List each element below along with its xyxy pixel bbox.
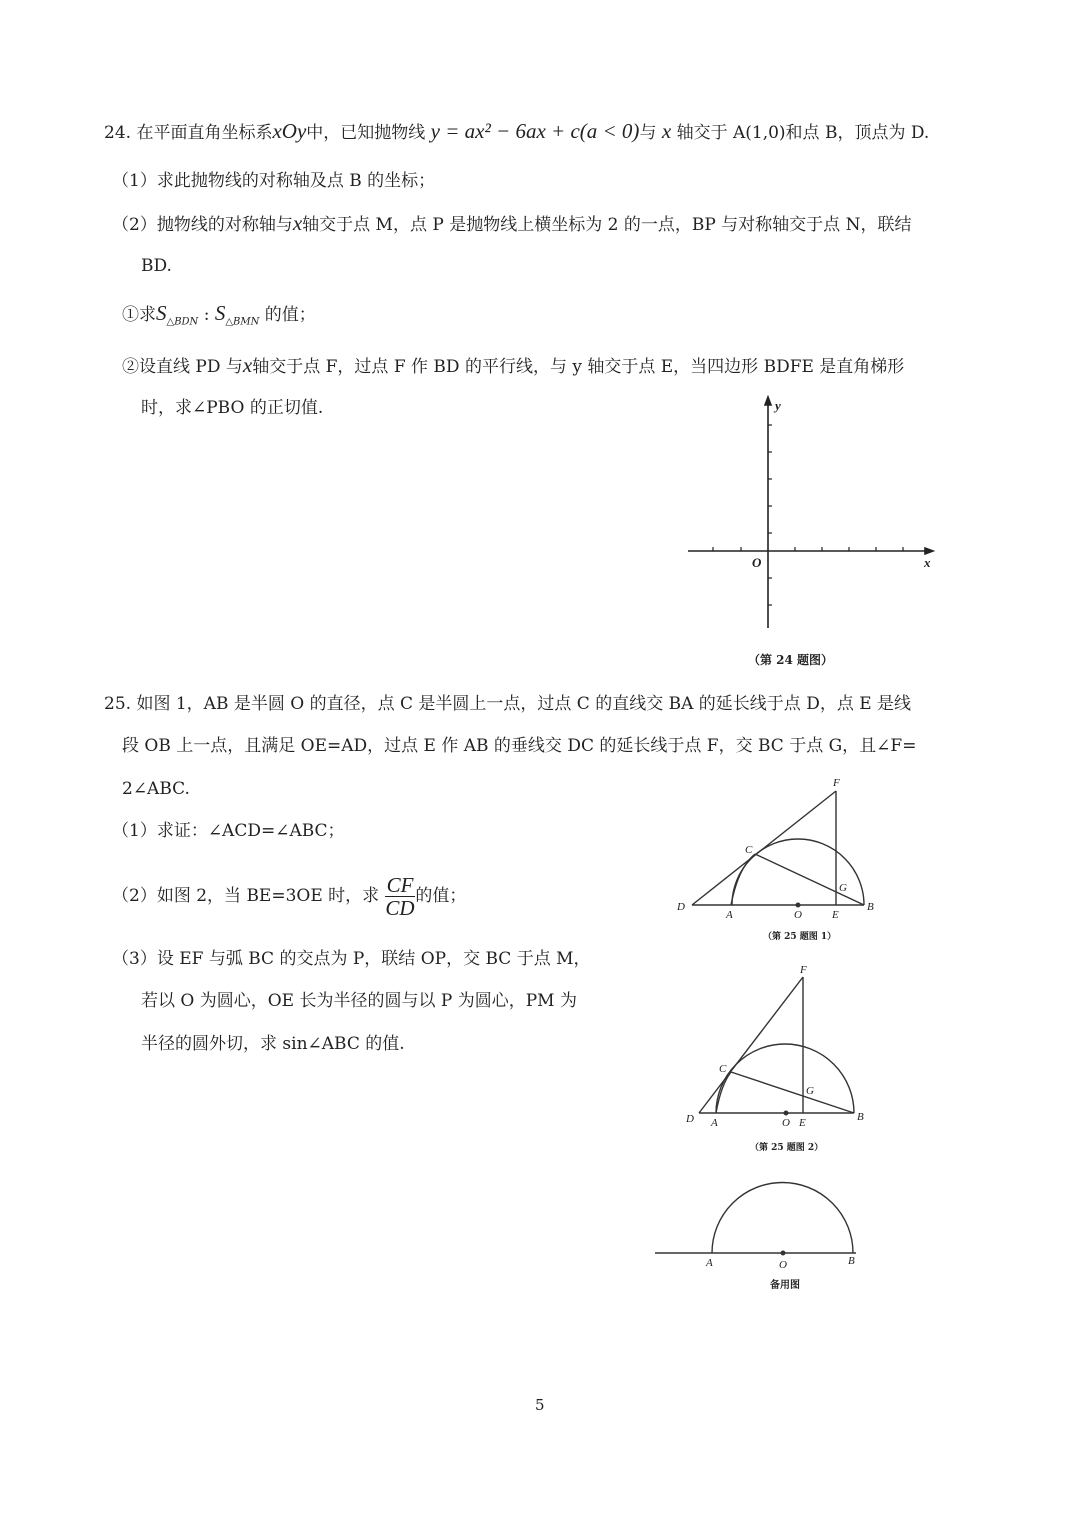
question-number: 24. bbox=[104, 123, 132, 143]
q25-stem-1 bbox=[104, 692, 911, 716]
x-label: x bbox=[924, 555, 931, 570]
math: S bbox=[214, 301, 226, 325]
fig25-1-caption: （第 25 题图 1） bbox=[763, 932, 837, 942]
text: 与 bbox=[639, 123, 657, 143]
numerator: CF bbox=[386, 873, 414, 897]
text: ②设直线 PD 与 bbox=[122, 357, 243, 377]
fig25-2 bbox=[699, 977, 854, 1115]
text: 的值； bbox=[264, 305, 316, 325]
q24-axes bbox=[688, 397, 933, 628]
fig25-spare bbox=[655, 1182, 856, 1254]
q25-part1: （1）求证：∠ACD=∠ABC； bbox=[112, 821, 345, 841]
label-G: G bbox=[806, 1085, 814, 1097]
text: : bbox=[198, 305, 215, 325]
text: （2）抛物线的对称轴与 bbox=[112, 215, 293, 235]
q24-part1: （1）求此抛物线的对称轴及点 B 的坐标； bbox=[112, 171, 436, 191]
origin-label: O bbox=[752, 555, 762, 570]
text: 如图 1，AB 是半圆 O 的直径，点 C 是半圆上一点，过点 C 的直线交 BA 的延长线于点 D，点 E 是线 bbox=[136, 694, 912, 714]
subscript: △BDN bbox=[166, 316, 199, 328]
label-O: O bbox=[794, 909, 802, 921]
y-label: y bbox=[775, 398, 781, 413]
denominator: CD bbox=[385, 896, 415, 920]
label-B: B bbox=[848, 1255, 855, 1267]
label-F: F bbox=[800, 964, 807, 976]
label-O: O bbox=[779, 1259, 787, 1271]
parabola-formula: y = ax² − 6ax + c bbox=[430, 119, 580, 143]
q25-stem-2: 段 OB 上一点，且满足 OE=AD，过点 E 作 AB 的垂线交 DC 的延长线于点 F，交 BC 于点 G，且∠F= bbox=[122, 736, 917, 756]
condition: (a < 0) bbox=[579, 119, 640, 143]
fraction-cf-cd bbox=[385, 874, 416, 919]
label-A: A bbox=[726, 909, 733, 921]
text: 轴交于点 F，过点 F 作 BD 的平行线，与 y 轴交于点 E，当四边形 BDFE 是直角梯形 bbox=[252, 357, 905, 377]
label-E: E bbox=[832, 909, 839, 921]
math: S bbox=[156, 301, 167, 325]
math: x bbox=[661, 119, 672, 143]
math: x bbox=[242, 353, 253, 377]
label-A: A bbox=[706, 1257, 713, 1269]
text: 中，已知抛物线 bbox=[306, 123, 426, 143]
label-D: D bbox=[677, 901, 685, 913]
text: （2）如图 2，当 BE=3OE 时，求 bbox=[112, 886, 380, 906]
label-C: C bbox=[745, 844, 753, 856]
label-G: G bbox=[839, 882, 847, 894]
text: 轴交于 A(1,0)和点 B，顶点为 D. bbox=[676, 123, 930, 143]
q24-part2-cont: BD. bbox=[141, 256, 172, 276]
q25-part3-1: （3）设 EF 与弧 BC 的交点为 P，联结 OP，交 BC 于点 M， bbox=[112, 949, 591, 969]
fig25-2-caption: （第 25 题图 2） bbox=[750, 1143, 824, 1153]
label-B: B bbox=[867, 901, 874, 913]
q25-part2 bbox=[112, 872, 466, 920]
fig24-caption: （第 24 题图） bbox=[748, 653, 834, 667]
label-C: C bbox=[719, 1063, 727, 1075]
text: ①求 bbox=[122, 305, 156, 325]
label-D: D bbox=[686, 1113, 694, 1125]
text: 的值； bbox=[415, 886, 467, 906]
text: 在平面直角坐标系 bbox=[136, 123, 273, 143]
q25-part3-3: 半径的圆外切，求 sin∠ABC 的值. bbox=[141, 1034, 405, 1054]
x-arrow-icon bbox=[925, 548, 933, 554]
page-number: 5 bbox=[535, 1396, 545, 1414]
y-arrow-icon bbox=[765, 397, 771, 405]
label-E: E bbox=[799, 1117, 806, 1129]
q25-stem-3: 2∠ABC. bbox=[122, 779, 190, 799]
text: 轴交于点 M，点 P 是抛物线上横坐标为 2 的一点，BP 与对称轴交于点 N，联结 bbox=[302, 215, 912, 235]
fig25-spare-caption: 备用图 bbox=[770, 1280, 800, 1291]
question-number: 25. bbox=[104, 694, 132, 714]
label-F: F bbox=[833, 777, 840, 789]
math: xOy bbox=[272, 119, 307, 143]
math: x bbox=[292, 211, 303, 235]
ticks bbox=[713, 425, 903, 605]
label-A: A bbox=[711, 1117, 718, 1129]
label-O: O bbox=[782, 1117, 790, 1129]
q24-sub2-cont: 时，求∠PBO 的正切值. bbox=[141, 398, 324, 418]
q25-part3-2: 若以 O 为圆心，OE 长为半径的圆与以 P 为圆心，PM 为 bbox=[141, 991, 577, 1011]
subscript: △BMN bbox=[225, 316, 260, 328]
label-B: B bbox=[857, 1111, 864, 1123]
